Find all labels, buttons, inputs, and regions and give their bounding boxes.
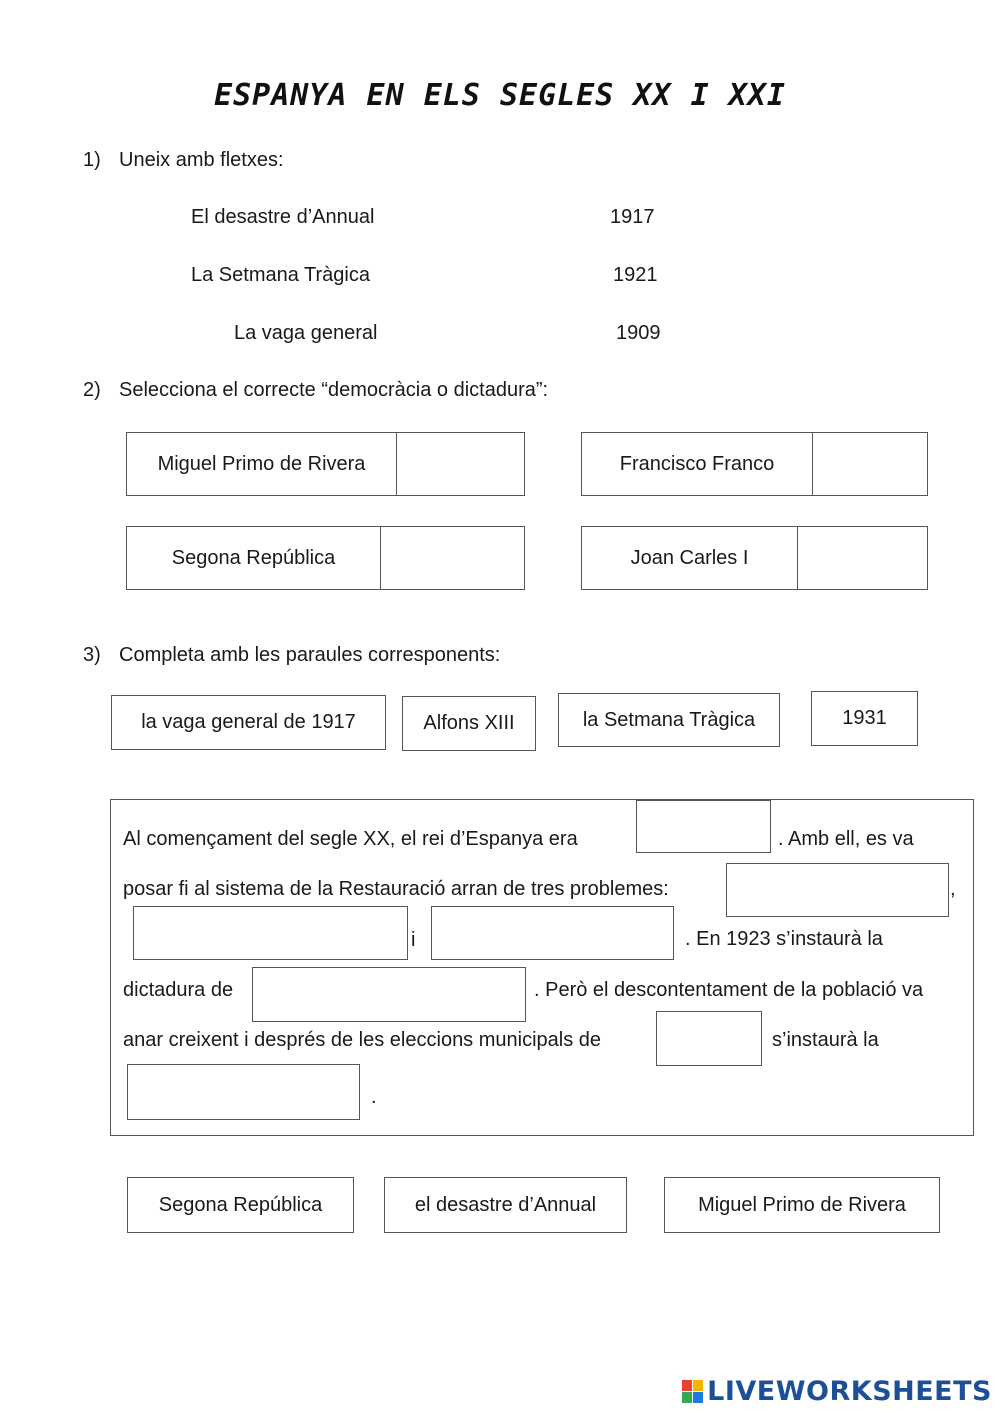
logo-grid-icon bbox=[682, 1380, 703, 1403]
logo-square bbox=[682, 1380, 692, 1391]
q2-answer-field[interactable] bbox=[798, 527, 927, 589]
passage-text: i bbox=[411, 929, 416, 951]
brand-name: LIVEWORKSHEETS bbox=[707, 1376, 992, 1407]
blank-field[interactable] bbox=[252, 967, 526, 1022]
q1-left-item[interactable]: El desastre d’Annual bbox=[191, 206, 375, 228]
q2-choice-box bbox=[126, 526, 525, 590]
passage-text: . En 1923 s’instaurà la bbox=[685, 928, 883, 950]
word-bank-item[interactable]: Alfons XIII bbox=[402, 696, 536, 751]
blank-field[interactable] bbox=[133, 906, 408, 960]
q2-choice-box bbox=[126, 432, 525, 496]
passage-text: . Amb ell, es va bbox=[778, 828, 914, 850]
passage-text: posar fi al sistema de la Restauració arran de tres problemes: bbox=[123, 878, 669, 900]
word-bank-item[interactable]: la Setmana Tràgica bbox=[558, 693, 780, 747]
passage-text: dictadura de bbox=[123, 979, 234, 1001]
blank-field[interactable] bbox=[636, 800, 771, 853]
q2-number: 2) bbox=[83, 379, 101, 401]
q1-right-item[interactable]: 1909 bbox=[616, 322, 661, 344]
q2-choice-label: Francisco Franco bbox=[582, 433, 813, 495]
logo-square bbox=[682, 1392, 692, 1403]
q2-answer-field[interactable] bbox=[397, 433, 524, 495]
liveworksheets-logo bbox=[682, 1376, 992, 1407]
q2-choice-box bbox=[581, 526, 928, 590]
logo-square bbox=[693, 1392, 703, 1403]
q1-right-item[interactable]: 1921 bbox=[613, 264, 658, 286]
word-bank-item[interactable]: Miguel Primo de Rivera bbox=[664, 1177, 940, 1233]
word-bank-item[interactable]: el desastre d’Annual bbox=[384, 1177, 627, 1233]
word-bank-item[interactable]: Segona República bbox=[127, 1177, 354, 1233]
word-bank-item[interactable]: la vaga general de 1917 bbox=[111, 695, 386, 750]
q2-prompt: Selecciona el correcte “democràcia o dictadura”: bbox=[119, 379, 549, 401]
passage-text: . bbox=[371, 1086, 377, 1108]
passage-text: , bbox=[950, 878, 956, 900]
blank-field[interactable] bbox=[726, 863, 949, 917]
q1-left-item[interactable]: La Setmana Tràgica bbox=[191, 264, 370, 286]
q2-answer-field[interactable] bbox=[381, 527, 524, 589]
q2-choice-label: Miguel Primo de Rivera bbox=[127, 433, 397, 495]
q2-choice-label: Segona República bbox=[127, 527, 381, 589]
q3-prompt: Completa amb les paraules corresponents: bbox=[119, 644, 501, 666]
blank-field[interactable] bbox=[127, 1064, 360, 1120]
passage-text: . Però el descontentament de la població va bbox=[534, 979, 924, 1001]
passage-text: Al començament del segle XX, el rei d’Espanya era bbox=[123, 828, 578, 850]
blank-field[interactable] bbox=[656, 1011, 762, 1066]
q1-left-item[interactable]: La vaga general bbox=[234, 322, 378, 344]
passage-text: anar creixent i després de les eleccions municipals de bbox=[123, 1029, 602, 1051]
blank-field[interactable] bbox=[431, 906, 674, 960]
q3-number: 3) bbox=[83, 644, 101, 666]
q1-number: 1) bbox=[83, 149, 101, 171]
logo-square bbox=[693, 1380, 703, 1391]
q2-choice-box bbox=[581, 432, 928, 496]
q1-right-item[interactable]: 1917 bbox=[610, 206, 655, 228]
passage-text: s’instaurà la bbox=[772, 1029, 879, 1051]
q2-answer-field[interactable] bbox=[813, 433, 927, 495]
q2-choice-label: Joan Carles I bbox=[582, 527, 798, 589]
word-bank-item[interactable]: 1931 bbox=[811, 691, 918, 746]
page-title: ESPANYA EN ELS SEGLES XX I XXI bbox=[214, 78, 786, 113]
q1-prompt: Uneix amb fletxes: bbox=[119, 149, 284, 171]
